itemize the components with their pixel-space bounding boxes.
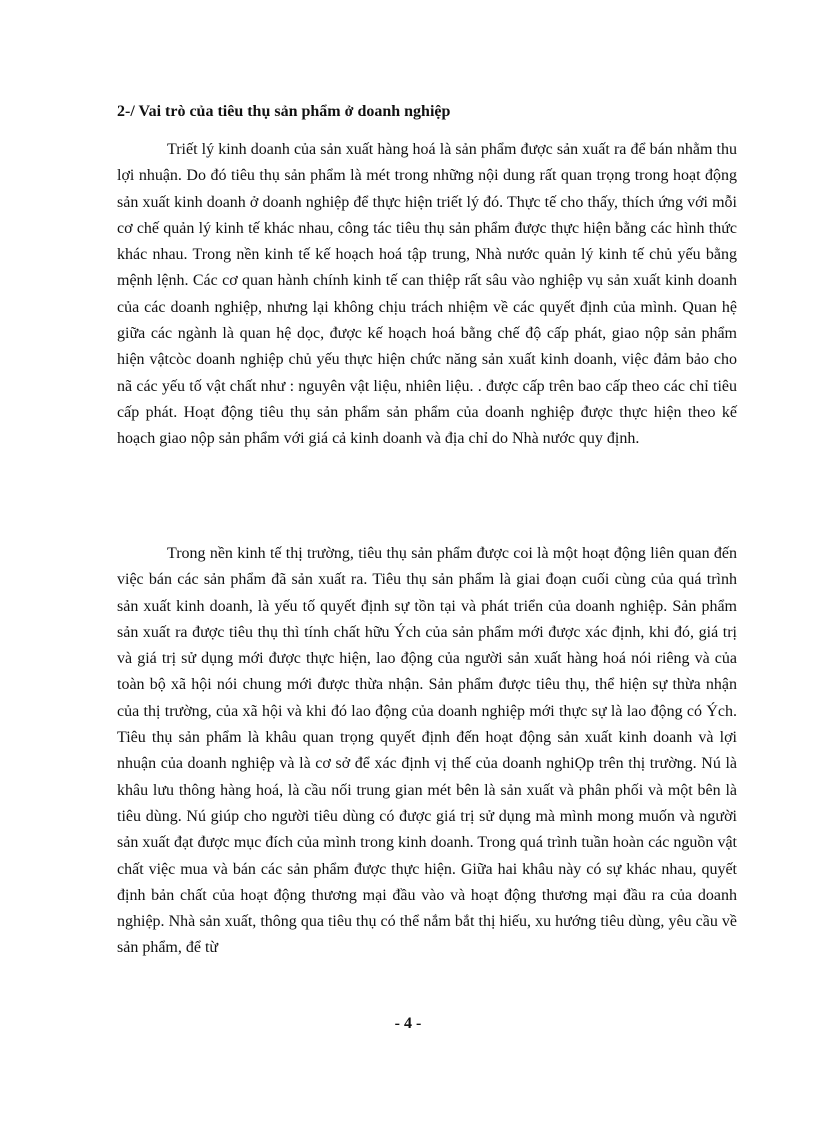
paragraph-1: Triết lý kinh doanh của sản xuất hàng hoá là sản phẩm được sản xuất ra để bán nhằm thu lợi nhuận. Do đó tiêu thụ sản phẩm là mét trong những nội dung rất quan trọng trong hoạt động sản xuất kinh doanh ở doanh nghiệp để thực hiện triết lý đó. Thực tế cho thấy, thích ứng với mỗi cơ chế quản lý kinh tế khác nhau, công tác tiêu thụ sản phẩm được thực hiện bằng các hình thức khác nhau. Trong nền kinh tế kế hoạch hoá tập trung, Nhà nước quản lý kinh tế chủ yếu bằng mệnh lệnh. Các cơ quan hành chính kinh tế can thiệp rất sâu vào nghiệp vụ sản xuất kinh doanh của các doanh nghiệp, nhưng lại không chịu trách nhiệm về các quyết định của mình. Quan hệ giữa các ngành là quan hệ dọc, được kế hoạch hoá bằng chế độ cấp phát, giao nộp sản phẩm hiện vậtcòc doanh nghiệp chủ yếu thực hiện chức năng sản xuất kinh doanh, việc đảm bảo cho nã các yếu tố vật chất như : nguyên vật liệu, nhiên liệu. . được cấp trên bao cấp theo các chỉ tiêu cấp phát. Hoạt động tiêu thụ sản phẩm sản phẩm của doanh nghiệp được thực hiện theo kế hoạch giao nộp sản phẩm với giá cả kinh doanh và địa chỉ do Nhà nước quy định. [117,141,737,448]
page-number: - 4 - [394,1015,422,1032]
paragraph-2: Trong nền kinh tế thị trường, tiêu thụ sản phẩm được coi là một hoạt động liên quan đến việc bán các sản phẩm đã sản xuất ra. Tiêu thụ sản phẩm là giai đoạn cuối cùng của quá trình sản xuất kinh doanh, là yếu tố quyết định sự tồn tại và phát triển của doanh nghiệp. Sản phẩm sản xuất ra được tiêu thụ thì tính chất hữu Ých của sản phẩm mới được xác định, khi đó, giá trị và giá trị sử dụng mới được thực hiện, lao động của người sản xuất hàng hoá nói riêng và của toàn bộ xã hội nói chung mới được thừa nhận. Sản phẩm được tiêu thụ, thể hiện sự thừa nhận của thị trường, của xã hội và khi đó lao động của doanh nghiệp mới thực sự là lao động có Ých. Tiêu thụ sản phẩm là khâu quan trọng quyết định đến hoạt động sản xuất kinh doanh và lợi nhuận của doanh nghiệp và là cơ sở để xác định vị thế của doanh nghiỌp trên thị trường. Nú là khâu lưu thông hàng hoá, là cầu nối trung gian mét bên là sản xuất và phân phối và một bên là tiêu dùng. Nú giúp cho người tiêu dùng có được giá trị sử dụng mà mình mong muốn và người sản xuất đạt được mục đích của mình trong kinh doanh. Trong quá trình tuần hoàn các nguồn vật chất việc mua và bán các sản phẩm được thực hiện. Giữa hai khâu này có sự khác nhau, quyết định bản chất của hoạt động thương mại đầu vào và hoạt động thương mại đầu ra của doanh nghiệp. Nhà sản xuất, thông qua tiêu thụ có thể nắm bắt thị hiếu, xu hướng tiêu dùng, yêu cầu về sản phẩm, để từ [117,545,737,957]
section-heading: 2-/ Vai trò của tiêu thụ sản phẩm ở doanh nghiệp [117,103,451,120]
